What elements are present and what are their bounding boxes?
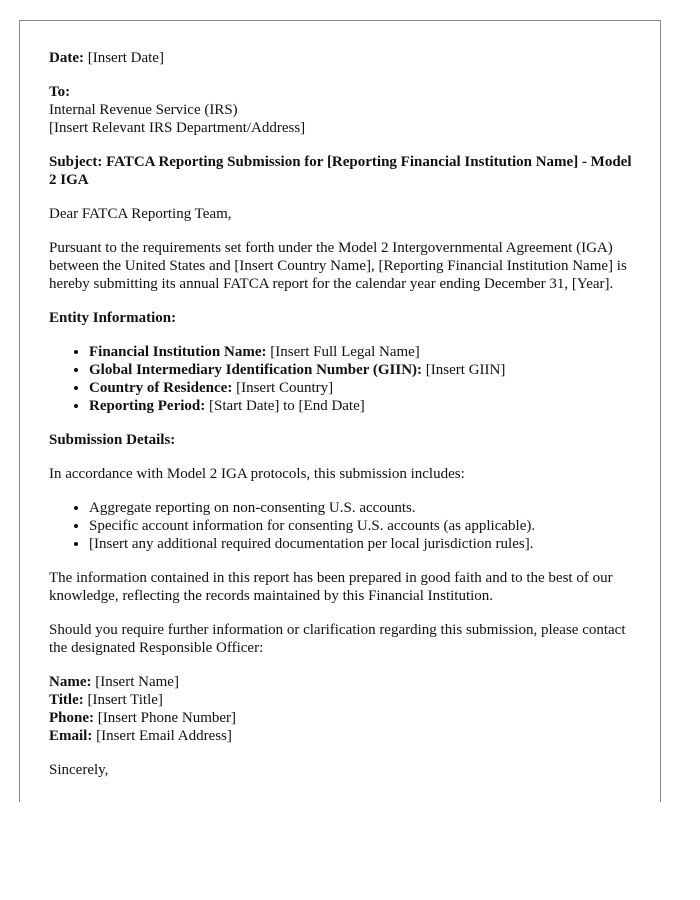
officer-title-label: Title: [49,692,84,708]
entity-item [89,361,639,379]
submission-intro: In accordance with Model 2 IGA protocols, this submission includes: [49,466,465,482]
to-label: To: [49,84,71,100]
officer-email-value: [Insert Email Address] [96,728,232,744]
date-value: [Insert Date] [87,50,164,66]
entity-item-value: [Insert Full Legal Name] [270,344,420,360]
subject-line: Subject: FATCA Reporting Submission for [Reporting Financial Institution Name] - Model 2 IGA [49,154,632,188]
officer-title-value: [Insert Title] [87,692,163,708]
submission-item: • Specific account information for consenting U.S. accounts (as applicable). [89,517,639,535]
contact-request-paragraph: Should you require further information or clarification regarding this submission, please contact the designated Responsible Officer: [49,622,626,656]
officer-phone-label: Phone: [49,710,94,726]
entity-heading: Entity Information: [49,310,177,326]
letter-content [49,49,639,795]
officer-phone-line [49,709,639,727]
entity-item [89,397,639,415]
intro-paragraph: Pursuant to the requirements set forth under the Model 2 Intergovernmental Agreement (IGA) between the United States and [Insert Country Name], [Reporting Financial Institution Name] is hereby submitting its annual FATCA report for the calendar year ending December 31, [Year]. [49,240,627,292]
officer-name-label: Name: [49,674,92,690]
entity-item-value: [Insert Country] [236,380,334,396]
date-line [49,49,639,67]
date-label: Date: [49,50,84,66]
entity-item-label: Country of Residence: [89,380,233,396]
officer-name-value: [Insert Name] [95,674,179,690]
officer-phone-value: [Insert Phone Number] [97,710,237,726]
officer-email-label: Email: [49,728,93,744]
entity-item-value: [Start Date] to [End Date] [208,398,365,414]
submission-item: • Aggregate reporting on non-consenting U.S. accounts. [89,499,639,517]
submission-list [49,499,639,553]
officer-details [49,673,639,745]
letter-page [19,20,661,802]
officer-title-line [49,691,639,709]
entity-item-label: Reporting Period: [89,398,206,414]
salutation: Dear FATCA Reporting Team, [49,206,232,222]
entity-item-label: Global Intermediary Identification Number (GIIN): [89,362,423,378]
officer-email-line [49,727,639,745]
recipient-block [49,83,639,137]
entity-item [89,343,639,361]
good-faith-paragraph: The information contained in this report has been prepared in good faith and to the best of our knowledge, reflecting the records maintained by this Financial Institution. [49,570,613,604]
entity-list [49,343,639,415]
entity-item-value: [Insert GIIN] [425,362,506,378]
recipient-line-2: [Insert Relevant IRS Department/Address] [49,120,306,136]
entity-item-label: Financial Institution Name: [89,344,267,360]
submission-item: • [Insert any additional required documentation per local jurisdiction rules]. [89,535,639,553]
recipient-line-1: Internal Revenue Service (IRS) [49,102,238,118]
entity-item [89,379,639,397]
closing: Sincerely, [49,762,109,778]
officer-name-line [49,673,639,691]
submission-heading: Submission Details: [49,432,176,448]
